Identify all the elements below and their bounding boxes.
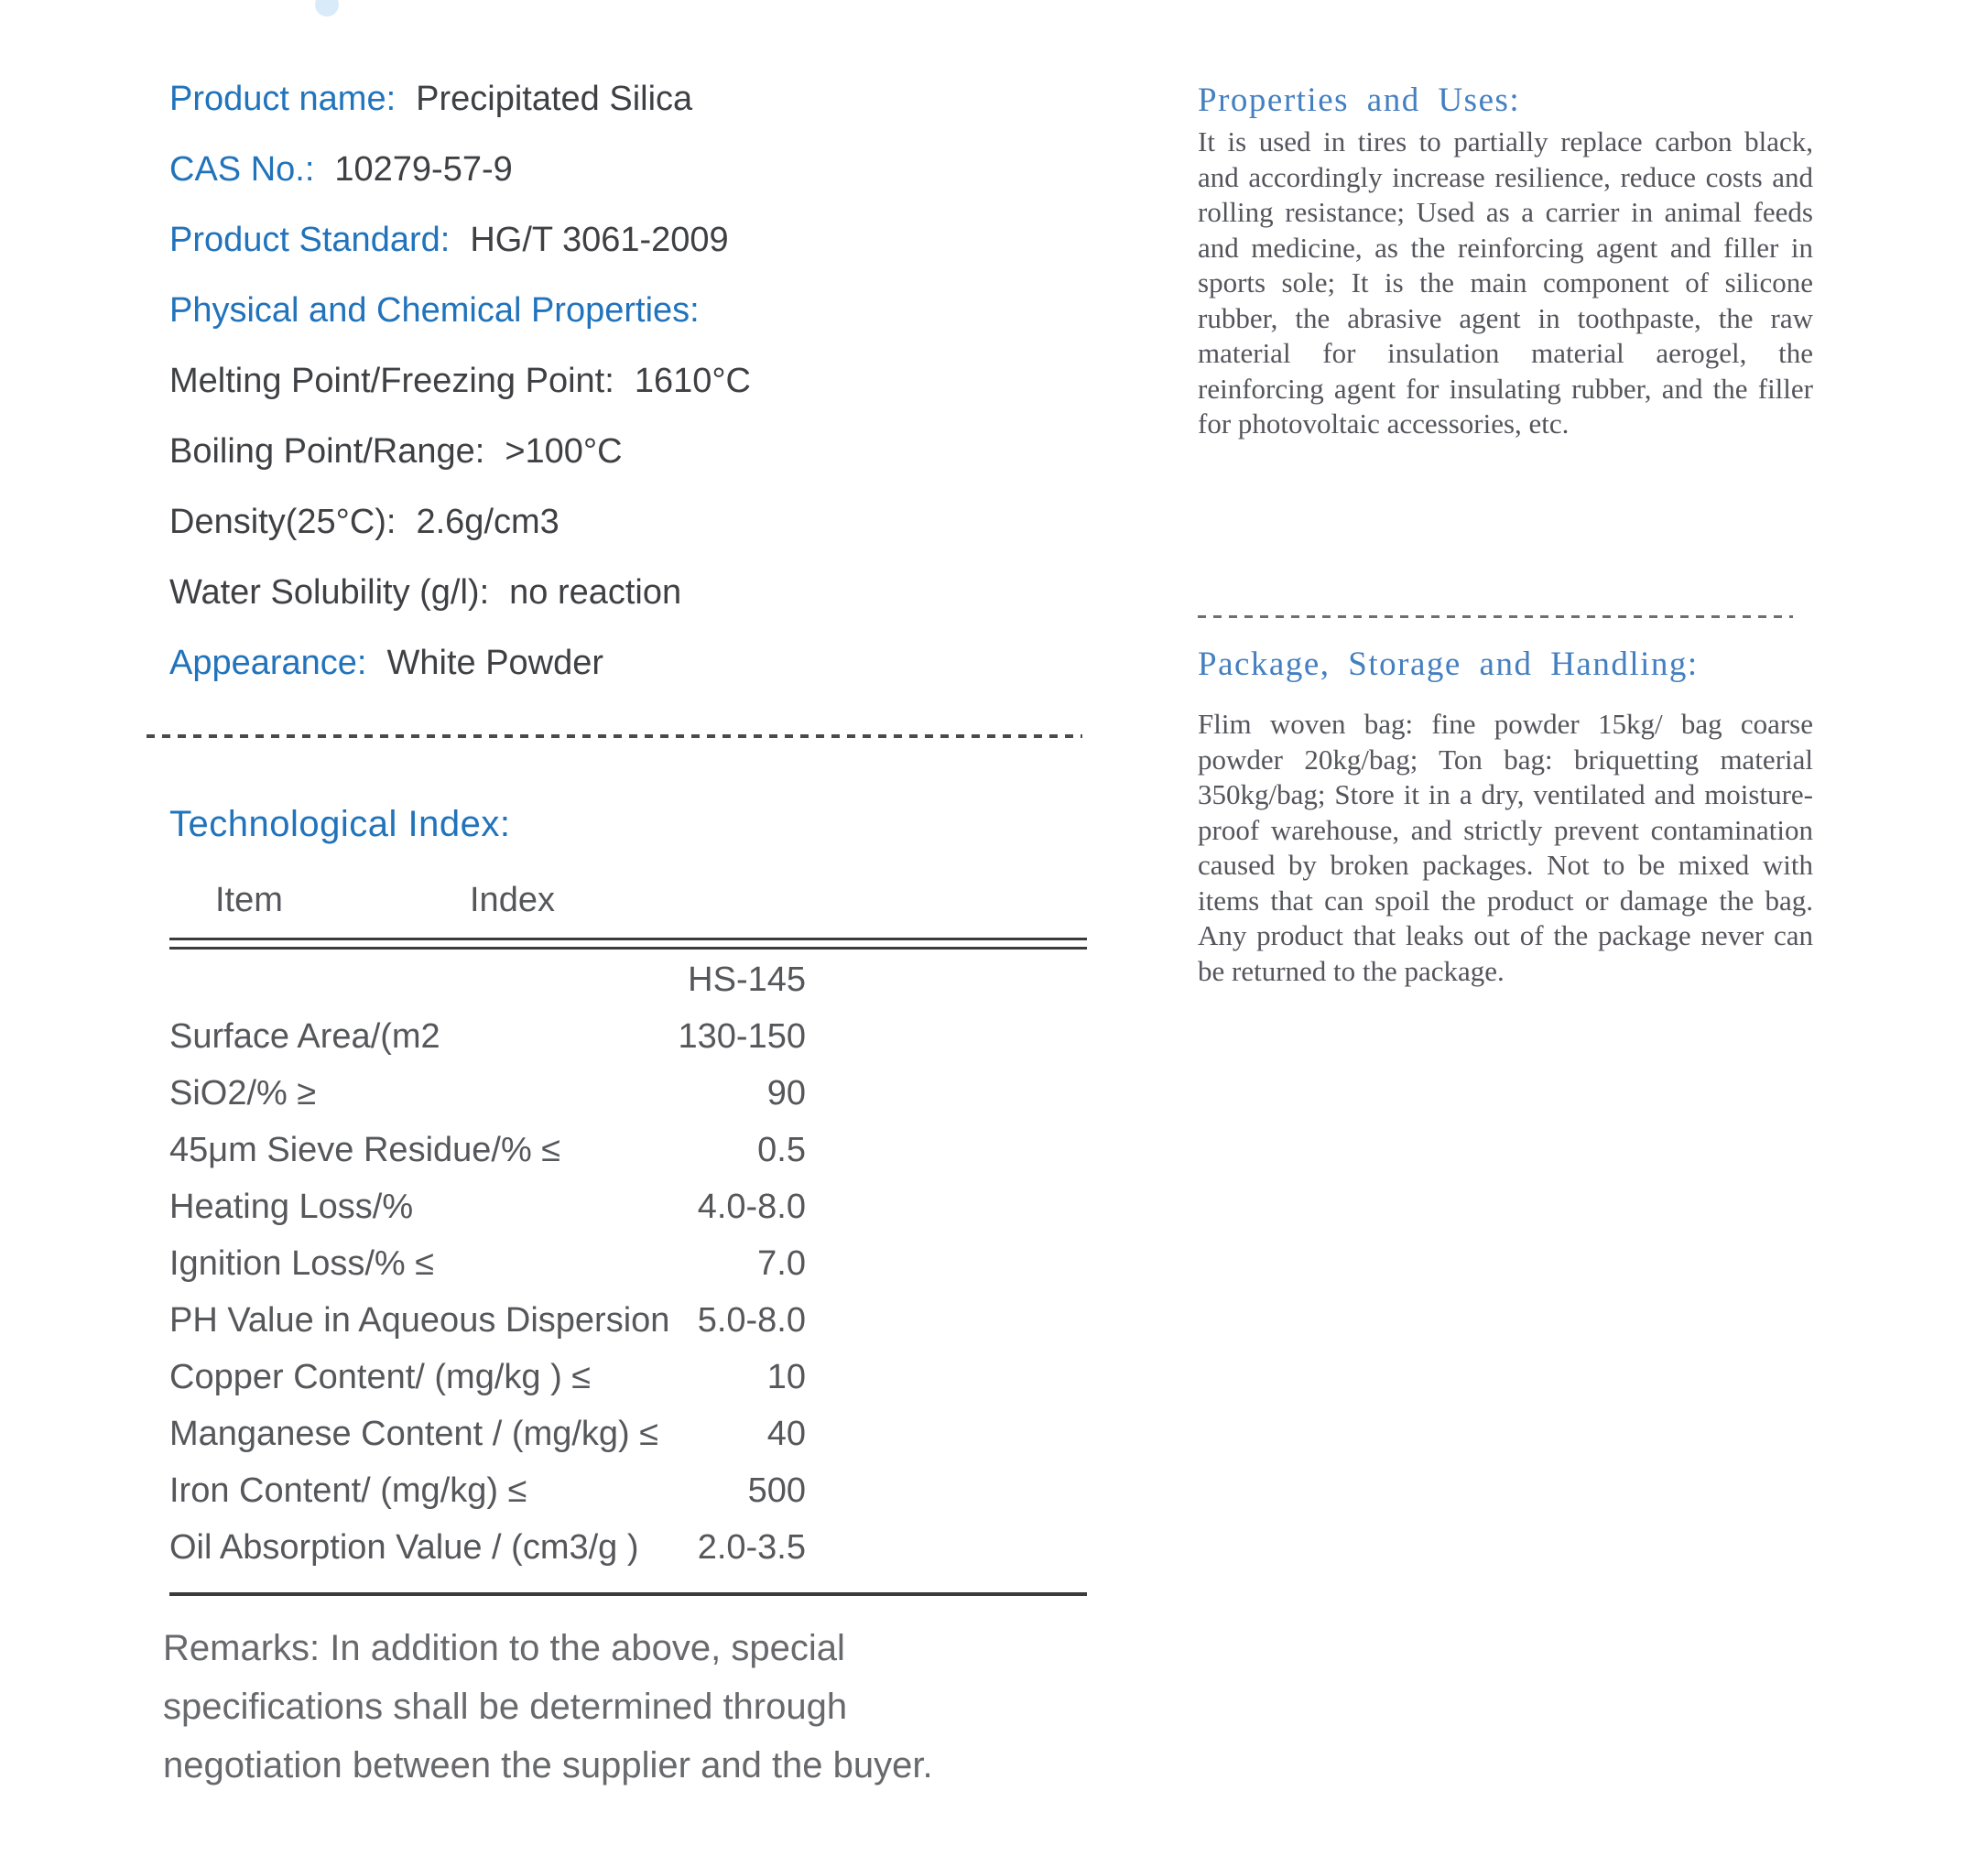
row-index-cell: 2.0-3.5 bbox=[697, 1528, 806, 1567]
package-storage-handling-paragraph: Flim woven bag: fine powder 15kg/ bag coarse powder 20kg/bag; Ton bag: briquetting material 350kg/bag; Store it in a dry, ventilated and moisture-proof warehouse, and strictly prevent contamination caused by broken packages. Not to be mixed with items that can spoil the product or damage the bag. Any product that leaks out of the package never can be returned to the package. bbox=[1198, 708, 1813, 987]
table-row-surface-area bbox=[169, 1008, 1087, 1065]
properties-and-uses-paragraph: It is used in tires to partially replace carbon black, and accordingly increase resilience, reduce costs and rolling resistance; Used as a carrier in animal feeds and medicine, as the reinforcing agent and filler in sports sole; It is the main component of silicone rubber, the abrasive agent in toothpaste, the raw material for insulation material aerogel, the reinforcing agent for insulating rubber, and the filler for photovoltaic accessories, etc. bbox=[1198, 125, 1813, 440]
product-standard-label: Product Standard: bbox=[169, 221, 451, 259]
table-row-ignition-loss bbox=[169, 1235, 1087, 1292]
density-label: Density(25°C): bbox=[169, 503, 397, 541]
row-item-cell: SiO2/% ≥ bbox=[169, 1074, 317, 1113]
table-row-heating-loss bbox=[169, 1178, 1087, 1235]
boiling-point-label: Boiling Point/Range: bbox=[169, 432, 485, 471]
property-line-product-standard bbox=[169, 219, 1094, 289]
physical-chemical-heading: Physical and Chemical Properties: bbox=[169, 291, 700, 330]
left-dashed-divider bbox=[147, 734, 1082, 738]
column-header-index: Index bbox=[470, 881, 555, 919]
property-line-product-name bbox=[169, 78, 1094, 148]
table-row-ph-value bbox=[169, 1292, 1087, 1349]
boiling-point-value: >100°C bbox=[505, 432, 623, 471]
property-line-cas-no bbox=[169, 148, 1094, 219]
property-line-water-solubility bbox=[169, 571, 1094, 642]
property-line-density bbox=[169, 501, 1094, 571]
row-index-cell: HS-145 bbox=[688, 961, 806, 999]
product-name-label: Product name: bbox=[169, 80, 397, 118]
property-line-boiling-point bbox=[169, 430, 1094, 501]
right-dashed-divider bbox=[1198, 615, 1793, 618]
property-line-appearance bbox=[169, 642, 1094, 712]
row-item-cell: Surface Area/(m2 bbox=[169, 1017, 440, 1056]
remarks-line-2: specifications shall be determined through bbox=[163, 1687, 848, 1727]
table-row-sio2 bbox=[169, 1065, 1087, 1122]
row-index-cell: 0.5 bbox=[757, 1131, 806, 1169]
remarks-line-3: negotiation between the supplier and the buyer. bbox=[163, 1745, 933, 1785]
row-index-cell: 40 bbox=[766, 1415, 806, 1453]
technological-index-table bbox=[169, 881, 1087, 1596]
table-header-double-rule bbox=[169, 938, 1087, 950]
cas-no-label: CAS No.: bbox=[169, 150, 315, 189]
remarks-line-1: Remarks: In addition to the above, special bbox=[163, 1628, 845, 1668]
row-item-cell: Heating Loss/% bbox=[169, 1188, 414, 1226]
row-index-cell: 5.0-8.0 bbox=[697, 1301, 806, 1340]
table-body bbox=[169, 951, 1087, 1576]
table-row-oil-absorption bbox=[169, 1519, 1087, 1576]
row-index-cell: 500 bbox=[747, 1471, 806, 1510]
row-item-cell: Manganese Content / (mg/kg) ≤ bbox=[169, 1415, 659, 1453]
row-item-cell: Oil Absorption Value / (cm3/g ) bbox=[169, 1528, 639, 1567]
table-row-grade bbox=[169, 951, 1087, 1008]
water-solubility-label: Water Solubility (g/l): bbox=[169, 573, 490, 612]
row-item-cell: Copper Content/ (mg/kg ) ≤ bbox=[169, 1358, 592, 1396]
property-line-melting-point bbox=[169, 360, 1094, 430]
page-top-artifact bbox=[315, 0, 339, 16]
row-item-cell: Ignition Loss/% ≤ bbox=[169, 1244, 435, 1283]
appearance-label: Appearance: bbox=[169, 644, 367, 682]
melting-point-value: 1610°C bbox=[634, 362, 751, 400]
section-heading-physical-chemical bbox=[169, 289, 1094, 360]
table-row-iron-content bbox=[169, 1462, 1087, 1519]
row-index-cell: 10 bbox=[766, 1358, 806, 1396]
table-row-manganese-content bbox=[169, 1406, 1087, 1462]
melting-point-label: Melting Point/Freezing Point: bbox=[169, 362, 614, 400]
row-index-cell: 90 bbox=[766, 1074, 806, 1113]
row-index-cell: 4.0-8.0 bbox=[697, 1188, 806, 1226]
column-header-item: Item bbox=[215, 881, 283, 919]
row-index-cell: 7.0 bbox=[757, 1244, 806, 1283]
density-value: 2.6g/cm3 bbox=[416, 503, 559, 541]
row-item-cell: PH Value in Aqueous Dispersion bbox=[169, 1301, 670, 1340]
product-name-value: Precipitated Silica bbox=[416, 80, 693, 118]
technological-index-heading: Technological Index: bbox=[169, 804, 511, 844]
package-storage-handling-heading: Package, Storage and Handling: bbox=[1198, 646, 1699, 683]
row-index-cell: 130-150 bbox=[678, 1017, 806, 1056]
table-bottom-rule bbox=[169, 1592, 1087, 1596]
left-column bbox=[169, 78, 1094, 712]
product-standard-value: HG/T 3061-2009 bbox=[470, 221, 729, 259]
table-row-copper-content bbox=[169, 1349, 1087, 1406]
water-solubility-value: no reaction bbox=[509, 573, 682, 612]
table-row-sieve-residue bbox=[169, 1122, 1087, 1178]
cas-no-value: 10279-57-9 bbox=[334, 150, 513, 189]
table-header-row bbox=[169, 881, 1087, 938]
properties-and-uses-heading: Properties and Uses: bbox=[1198, 81, 1521, 119]
row-item-cell: 45μm Sieve Residue/% ≤ bbox=[169, 1131, 561, 1169]
remarks-block bbox=[163, 1619, 933, 1795]
row-item-cell: Iron Content/ (mg/kg) ≤ bbox=[169, 1471, 527, 1510]
appearance-value: White Powder bbox=[386, 644, 604, 682]
